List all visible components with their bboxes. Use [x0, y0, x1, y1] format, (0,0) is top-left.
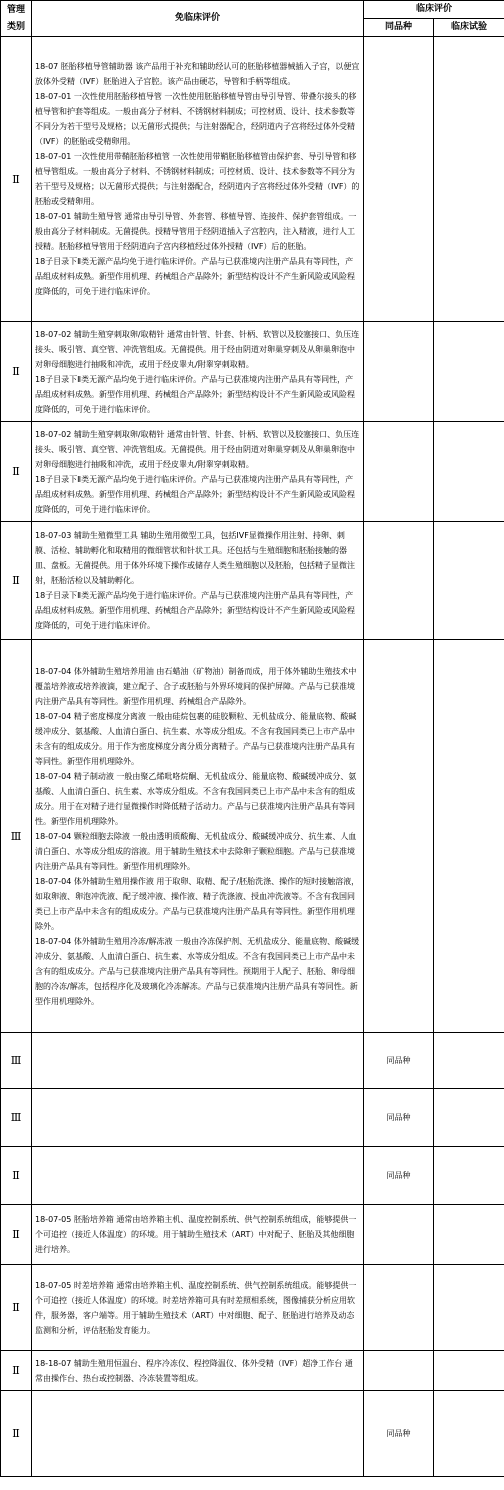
same-variety-cell: [364, 1205, 434, 1265]
exempt-description-cell: [32, 1351, 364, 1391]
management-class-cell: Ⅲ: [1, 640, 32, 1033]
description-paragraph: 18-07-03 辅助生殖微型工具 辅助生殖用微型工具，包括IVF显微操作用注射、持卵、刺膜、活检、辅助孵化和取精用的微细管状和针状工具。还包括与生殖细胞和胚胎接触的器皿、盘板。无菌提供。用于体外环境下操作或储存人类生殖细胞以及胚胎，包括精子显微注射，胚胎活检以及辅助孵化。: [35, 531, 355, 585]
clinical-trial-cell: [434, 1147, 504, 1205]
clinical-trial-cell: [434, 1205, 504, 1265]
table-row: [1, 1265, 504, 1351]
description-paragraph: 18-18-07 辅助生殖用恒温台、程序冷冻仪、程控降温仪、体外受精（IVF）超净工作台 通常由操作台、热台或控制器、冷冻装置等组成。: [35, 1358, 353, 1383]
table-row: [1, 522, 504, 640]
description-paragraph: 18子目录下Ⅱ类无源产品均免于进行临床评价。产品与已获准境内注册产品具有等同性，产品组成材料成熟。新型作用机理、药械组合产品除外；新型结构设计不产生新风险或风险程度降低的，可免于进行临床评价。: [35, 374, 355, 414]
description-paragraph: 18-07-05 时差培养箱 通常由培养箱主机、温度控制系统、供气控制系统组成。能够提供一个可追控（接近人体温度）的环境。时差培养箱可具有时差照相系统，图像捕获分析应用软件，服务器，客户端等。用于辅助生殖技术（ART）中对细胞、配子、胚胎进行培养及动态监测和分析，评估胚胎发育能力。: [35, 1280, 357, 1335]
description-paragraph: 18-07-04 体外辅助生殖培养用油 由石蜡油（矿物油）制备而成，用于体外辅助生殖技术中覆盖培养液或培养液滴，建立配子、合子或胚胎与外界环境间的保护屏障。产品与已获准境内注册产品具有等同性。新型作用机理、药械组合产品除外。: [35, 666, 357, 706]
same-variety-cell: [364, 522, 434, 640]
management-class-cell: Ⅱ: [1, 37, 32, 322]
exempt-description-cell: [32, 1147, 364, 1205]
description-paragraph: 18-07 胚胎移植导管辅助器 该产品用于补充和辅助经认可的胚胎移植器械插入子宫，以便宜放体外受精（IVF）胚胎进入子宫腔。该产品由硬芯，导管和手柄等组成。: [35, 62, 360, 86]
clinical-trial-cell: [434, 1089, 504, 1147]
table-row: [1, 1351, 504, 1391]
description-paragraph: 18-07-01 一次性使用胚胎移植导管 一次性使用胚胎移植导管由导引导管、带叠尔接头的移植导管和护套等组成。一般由高分子材料、不锈钢材料制成；可控材质、设计、技术参数等不同分为若干型号及规格；以无菌形式提供；与注射器配合，经阴道内子宫将经过体外受精（IVF）的胚胎或受精卵用。: [35, 92, 357, 146]
table-row: [1, 1391, 504, 1477]
same-variety-cell: [364, 37, 434, 322]
management-class-cell: Ⅱ: [1, 1265, 32, 1351]
header-same-variety: 同品种: [364, 19, 434, 37]
same-variety-cell: [364, 640, 434, 1033]
same-variety-cell: 同品种: [364, 1033, 434, 1089]
table-row: [1, 1147, 504, 1205]
same-variety-cell: 同品种: [364, 1391, 434, 1477]
exempt-description-cell: [32, 1391, 364, 1477]
description-paragraph: 18子目录下Ⅱ类无源产品均免于进行临床评价。产品与已获准境内注册产品具有等同性，产品组成材料成熟。新型作用机理、药械组合产品除外；新型结构设计不产生新风险或风险程度降低的，可免于进行临床评价。: [35, 474, 355, 514]
management-class-cell: Ⅱ: [1, 1147, 32, 1205]
table-row: [1, 322, 504, 422]
table-body: [1, 37, 504, 1477]
exempt-description-cell: [32, 1265, 364, 1351]
table-row: [1, 1033, 504, 1089]
same-variety-cell: 同品种: [364, 1089, 434, 1147]
clinical-trial-cell: [434, 37, 504, 322]
management-class-cell: Ⅱ: [1, 422, 32, 522]
same-variety-cell: [364, 1351, 434, 1391]
clinical-trial-cell: [434, 322, 504, 422]
header-exempt-clinical: 免临床评价: [32, 1, 364, 37]
exempt-description-cell: [32, 522, 364, 640]
management-class-cell: Ⅱ: [1, 1391, 32, 1477]
description-paragraph: 18-07-05 胚胎培养箱 通常由培养箱主机、温度控制系统、供气控制系统组成，能够提供一个可追控（接近人体温度）的环境。用于辅助生殖技术（ART）中对配子、胚胎及其他细胞进行培养。: [35, 1215, 357, 1254]
description-paragraph: 18-07-04 体外辅助生殖用操作液 用于取卵、取精、配子/胚胎洗涤、操作的短时接触溶液，如取卵液、卵泡冲洗液、配子缓冲液、操作液、精子洗涤液、授血冲洗液等。不含有我国同类已上市产品中未含有的组成成分。产品与已获准境内注册产品具有等同性。新型作用机理除外。: [35, 876, 360, 931]
header-clinical-evaluation: 临床评价: [364, 1, 504, 19]
description-paragraph: 18子目录下Ⅱ类无源产品均免于进行临床评价。产品与已获准境内注册产品具有等同性，产品组成材料成熟。新型作用机理、药械组合产品除外；新型结构设计不产生新风险或风险程度降低的，可免于进行临床评价。: [35, 257, 355, 296]
description-paragraph: 18-07-02 辅助生殖穿刺取卵/取精针 通常由针管、针套、针柄、软管以及胶塞接口、负压连接头、吸引管、真空管、冲洗管组成。无菌提供。用于经由阴道对卵巢穿刺及从卵巢卵泡中对卵母细胞进行抽吸和冲洗，或用于经皮睾丸/附睾穿刺取精。: [35, 429, 360, 469]
clinical-trial-cell: [434, 1391, 504, 1477]
clinical-trial-cell: [434, 522, 504, 640]
clinical-trial-cell: [434, 1033, 504, 1089]
description-paragraph: 18-07-02 辅助生殖穿刺取卵/取精针 通常由针管、针套、针柄、软管以及胶塞接口、负压连接头、吸引管、真空管、冲洗管组成。无菌提供。用于经由阴道对卵巢穿刺及从卵巢卵泡中对卵母细胞进行抽吸和冲洗，或用于经皮睾丸/附睾穿刺取精。: [35, 329, 360, 369]
header-management-class: 管理 类别: [1, 1, 32, 37]
exempt-description-cell: [32, 422, 364, 522]
exempt-description-cell: [32, 37, 364, 322]
clinical-trial-cell: [434, 1265, 504, 1351]
description-paragraph: 18-07-01 一次性使用带鞘胚胎移植管 一次性使用带鞘胚胎移植管由保护套、导引导管和移植导管组成。一般由高分子材料、不锈钢材料制成；可控材质、设计、技术参数等不同分为若干型号及规格；以无菌形式提供；与注射器配合，经阴道内子宫将经过体外受精（IVF）的胚胎或受精卵用。: [35, 152, 360, 206]
description-paragraph: 18-07-04 体外辅助生殖用冷冻/解冻液 一般由冷冻保护剂、无机盐成分、能量底物、酸碱缓冲成分、氨基酸、人血清白蛋白、抗生素、水等成分组成。不含有我国同类已上市产品中未含有的组成成分。产品与已获准境内注册产品具有等同性。预期用于人配子、胚胎、卵母细胞的冷冻/解冻，包括程序化及玻璃化冷冻解冻。产品与已获准境内注册产品具有等同性。新型作用机理除外。: [35, 936, 360, 1006]
management-class-cell: Ⅱ: [1, 1351, 32, 1391]
table-row: [1, 640, 504, 1033]
clinical-trial-cell: [434, 422, 504, 522]
same-variety-cell: [364, 322, 434, 422]
clinical-trial-cell: [434, 640, 504, 1033]
exempt-description-cell: [32, 640, 364, 1033]
clinical-trial-cell: [434, 1351, 504, 1391]
table-row: [1, 1089, 504, 1147]
description-paragraph: 18子目录下Ⅱ类无源产品均免于进行临床评价。产品与已获准境内注册产品具有等同性，产品组成材料成熟。新型作用机理、药械组合产品除外；新型结构设计不产生新风险或风险程度降低的，可免于进行临床评价。: [35, 591, 355, 630]
table-row: [1, 422, 504, 522]
table-row: [1, 37, 504, 322]
management-class-cell: Ⅱ: [1, 522, 32, 640]
exempt-description-cell: [32, 322, 364, 422]
same-variety-cell: [364, 1265, 434, 1351]
management-class-cell: Ⅱ: [1, 322, 32, 422]
management-class-cell: Ⅲ: [1, 1033, 32, 1089]
management-class-cell: Ⅲ: [1, 1089, 32, 1147]
description-paragraph: 18-07-01 辅助生殖导管 通常由导引导管、外套管、移植导管、连接件、保护套管组成。一般由高分子材料制成。无菌提供。授精导管用于经阴道插入子宫腔内，注入精液，进行人工授精。胚胎移植导管用于经阴道向子宫内移植经过体外授精（IVF）后的胚胎。: [35, 212, 357, 251]
exempt-description-cell: [32, 1089, 364, 1147]
description-paragraph: 18-07-04 精子密度梯度分离液 一般由硅烷包裹的硅胶颗粒、无机盐成分、能量底物、酸碱缓冲成分、氨基酸、人血清白蛋白、抗生素、水等成分组成。不含有我国同类已上市产品中未含有的组成成分。用于作为密度梯度分离分质分离精子。产品与已获准境内注册产品具有等同性。新型作用机理除外。: [35, 711, 357, 766]
description-paragraph: 18-07-04 颗粒细胞去除液 一般由透明质酸酶、无机盐成分、酸碱缓冲成分、抗生素、人血清白蛋白、水等成分组成的溶液。用于辅助生殖技术中去除卵子颗粒细胞。产品与已获准境内注册产品具有等同性。新型作用机理除外。: [35, 831, 357, 871]
same-variety-cell: 同品种: [364, 1147, 434, 1205]
table-row: [1, 1205, 504, 1265]
management-class-cell: Ⅱ: [1, 1205, 32, 1265]
same-variety-cell: [364, 422, 434, 522]
exempt-description-cell: [32, 1033, 364, 1089]
exempt-description-cell: [32, 1205, 364, 1265]
header-clinical-trial: 临床试验: [434, 19, 504, 37]
description-paragraph: 18-07-04 精子制动液 一般由聚乙烯吡咯烷酮、无机盐成分、能量底物、酸碱缓冲成分、氨基酸、人血清白蛋白、抗生素、水等成分组成。不含有我国同类已上市产品中未含有的组成成分。用于在对精子进行显微操作时降低精子活动力。产品与已获准境内注册产品具有等同性。新型作用机理除外。: [35, 771, 357, 826]
